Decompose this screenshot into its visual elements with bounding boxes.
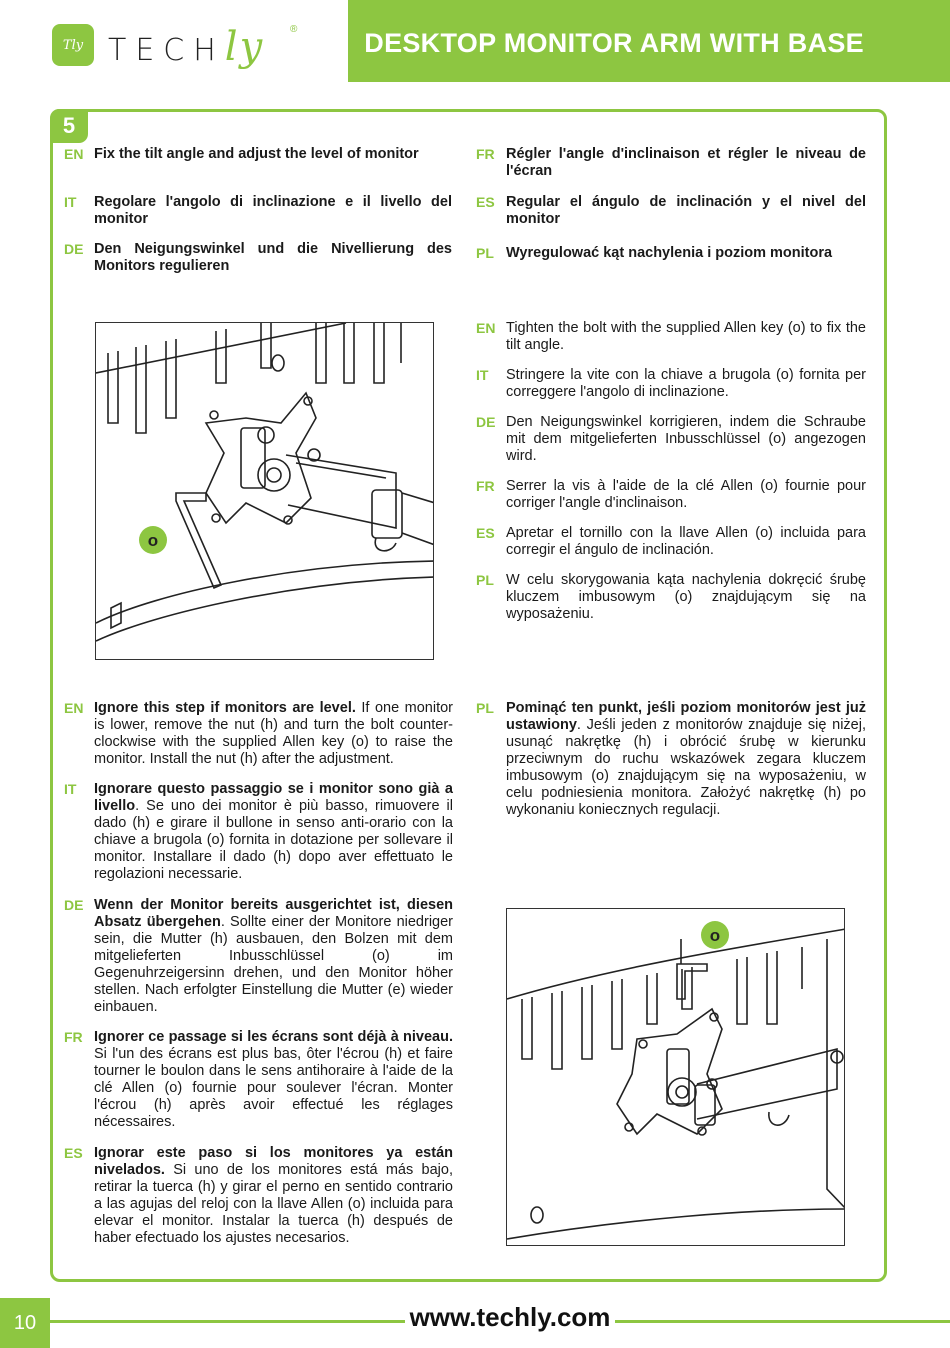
- registered-mark: ®: [290, 24, 298, 35]
- heading-pl: PL Wyregulować kąt nachylenia i poziom monitora: [476, 245, 833, 261]
- level-note-es: ES Ignorar este paso si los monitores ya están nivelados. Si uno de los monitores está más bajo, retirar la tuerca (h) y girar el perno en sentido contrario a las agujas del reloj con la llave Allen (o) incluida para elevar el monitor. Instalar la tuerca (h) después de haber efectuado los ajustes necesarios.: [64, 1145, 453, 1246]
- step-number-badge: 5: [50, 109, 88, 143]
- instruction-en: EN Tighten the bolt with the supplied Allen key (o) to fix the tilt angle.: [476, 320, 866, 353]
- footer-url[interactable]: www.techly.com: [409, 1302, 611, 1332]
- page-number: 10: [0, 1298, 50, 1348]
- page-title: DESKTOP MONITOR ARM WITH BASE: [364, 28, 864, 58]
- monitor-arm-tilt-drawing: [96, 323, 434, 660]
- level-note-fr: FR Ignorer ce passage si les écrans sont déjà à niveau. Si l'un des écrans est plus bas, ôter l'écrou (h) et faire tourner le boulon dans le sens antihoraire à l'aide de la clé Allen (o) fournie pour soulever l'écran. Monter l'écrou (h) après avoir effectué les réglages nécessaires.: [64, 1029, 453, 1130]
- heading-de: DE Den Neigungswinkel und die Nivellierung des Monitors regulieren: [64, 241, 452, 274]
- heading-it: IT Regolare l'angolo di inclinazione e il livello del monitor: [64, 194, 452, 227]
- instruction-it: IT Stringere la vite con la chiave a brugola (o) fornita per correggere l'angolo di inclinazione.: [476, 367, 866, 400]
- instruction-de: DE Den Neigungswinkel korrigieren, indem die Schraube mit dem mitgelieferten Inbusschlüssel (o) angezogen wird.: [476, 414, 866, 464]
- footer-rule-right: [615, 1320, 950, 1323]
- level-note-it: IT Ignorare questo passaggio se i monitor sono già a livello. Se uno dei monitor è più basso, rimuovere il dado (h) e girare il bullone in senso anti-orario con la chiave a brugola (o) fornita in dotazione per sollevare il monitor. Installare il dado (h) dopo aver effettuato le regolazioni necessarie.: [64, 781, 453, 882]
- heading-es: ES Regular el ángulo de inclinación y el nivel del monitor: [476, 194, 866, 227]
- illustration-tilt-adjust: [95, 322, 434, 660]
- callout-allen-key-1: o: [147, 531, 159, 550]
- heading-en: EN Fix the tilt angle and adjust the level of monitor: [64, 146, 419, 162]
- level-note-de: DE Wenn der Monitor bereits ausgerichtet ist, diesen Absatz übergehen. Sollte einer der Monitore niedriger sein, die Mutter (h) ausbauen, den Bolzen mit dem mitgelieferten Inbusschlüssel (o) im Gegenuhrzeigersinn drehen, und den Monitor höher stellen. Nach erfolgter Einstellung die Mutter (e) wieder einbauen.: [64, 897, 453, 1015]
- heading-fr: FR Régler l'angle d'inclinaison et régler le niveau de l'écran: [476, 146, 866, 179]
- instruction-fr: FR Serrer la vis à l'aide de la clé Allen (o) fournie pour corriger l'angle d'inclinaison.: [476, 478, 866, 511]
- level-note-pl: PL Pominąć ten punkt, jeśli poziom monitorów jest już ustawiony. Jeśli jeden z monitorów znajduje się niżej, usunąć nakrętkę (h) i obrócić śrubę w kierunku przeciwnym do ruchu wskazówek zegara kluczem imbusowym (o) znajdującym się na wyposażeniu, w celu podniesienia monitora. Założyć nakrętkę (h) po wykonaniu koniecznych regulacji.: [476, 700, 866, 818]
- illustration-level-adjust: [506, 908, 845, 1246]
- logo-mark: Tly: [52, 24, 94, 66]
- instruction-es: ES Apretar el tornillo con la llave Allen (o) incluida para corregir el ángulo de inclinación.: [476, 525, 866, 558]
- logo-wordmark: TECHly: [108, 24, 265, 70]
- level-note-en: EN Ignore this step if monitors are level. If one monitor is lower, remove the nut (h) and turn the bolt counter-clockwise with the supplied Allen key (o) to raise the monitor. Install the nut (h) after the adjustment.: [64, 700, 453, 767]
- footer-rule-left: [50, 1320, 405, 1323]
- callout-allen-key-2: o: [709, 926, 721, 945]
- monitor-arm-level-drawing: [507, 909, 845, 1246]
- instruction-pl: PL W celu skorygowania kąta nachylenia dokręcić śrubę kluczem imbusowym (o) znajdującym się na wyposażeniu.: [476, 572, 866, 622]
